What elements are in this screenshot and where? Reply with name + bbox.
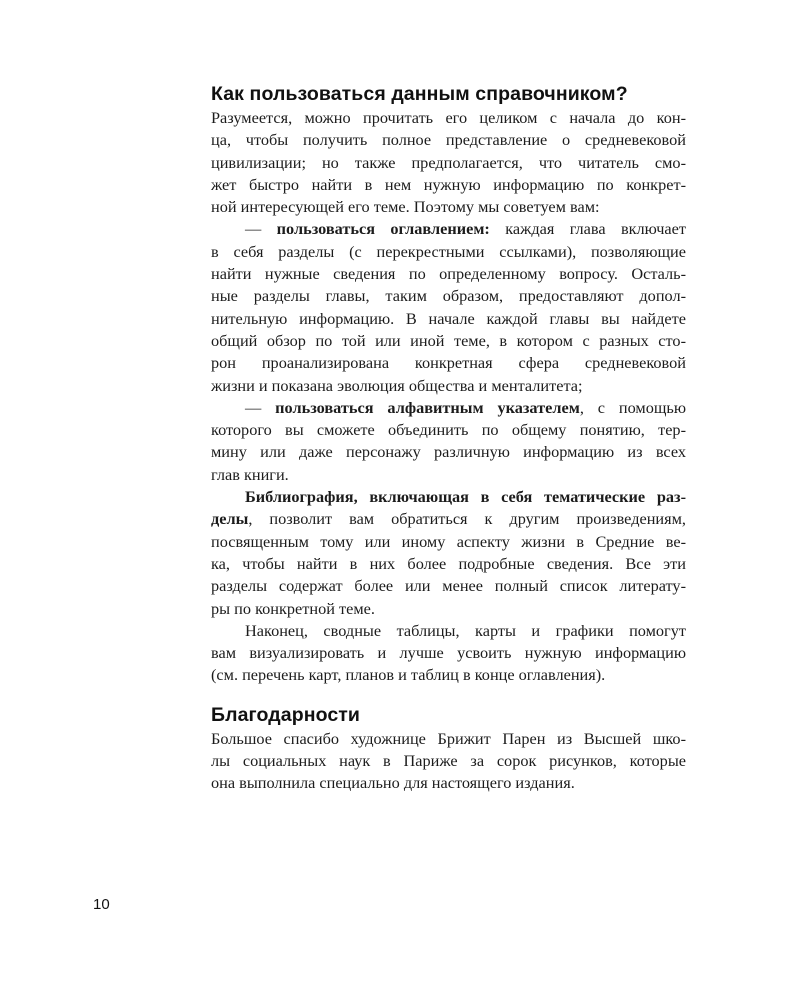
- text-run: каждая глава включает: [489, 219, 686, 239]
- section-heading-how-to-use: Как пользоваться данным справочником?: [211, 83, 628, 105]
- intro-paragraph: [211, 107, 686, 218]
- bold-term-bibliography-end: делы: [211, 509, 249, 529]
- section-heading-acknowledgements: Благодарности: [211, 703, 361, 726]
- text-line: найти нужные сведения по определенному вопросу. Осталь-: [211, 264, 686, 284]
- text-line: в себя разделы (с перекрестными ссылками), позволяющие: [211, 241, 686, 261]
- text-line: рон проанализирована конкретная сфера средневековой: [211, 353, 686, 373]
- text-line: Разумеется, можно прочитать его целиком с начала до кон-: [211, 108, 686, 127]
- text-line: [211, 486, 686, 508]
- text-line: глав книги.: [211, 464, 289, 484]
- text-line: которого вы сможете объединить по общему понятию, тер-: [211, 420, 686, 440]
- text-line: посвященным тому или иному аспекту жизни в Средние ве-: [211, 531, 686, 551]
- text-line: [211, 218, 686, 240]
- text-line: ца, чтобы получить полное представление о средневековой: [211, 130, 686, 150]
- text-line: ка, чтобы найти в них более подробные сведения. Все эти: [211, 553, 686, 573]
- acknowledgements-paragraph: [211, 728, 686, 795]
- text-line: Наконец, сводные таблицы, карты и графики помогут: [245, 620, 686, 640]
- bold-term-bibliography: Библиография, включающая в себя тематические раз-: [245, 487, 686, 507]
- bold-term-index: пользоваться алфавитным указателем: [275, 397, 580, 417]
- text-line: общий обзор по той или иной теме, в котором с разных сто-: [211, 330, 686, 350]
- dash-lead: —: [245, 219, 277, 239]
- text-column: [211, 82, 686, 795]
- text-line: жет быстро найти в нем нужную информацию по конкрет-: [211, 174, 686, 194]
- text-line: цивилизации; но также предполагается, что читатель смо-: [211, 152, 686, 172]
- text-line: Большое спасибо художнице Брижит Парен из Высшей шко-: [211, 728, 686, 748]
- tables-maps-paragraph: [211, 620, 686, 687]
- dash-lead: —: [245, 397, 276, 417]
- index-paragraph: [211, 397, 686, 486]
- text-line: [211, 508, 686, 530]
- text-line: (см. перечень карт, планов и таблиц в конце оглавления).: [211, 665, 606, 685]
- text-line: ры по конкретной теме.: [211, 598, 375, 618]
- text-line: лы социальных наук в Париже за сорок рисунков, которые: [211, 751, 686, 771]
- text-line: ные разделы главы, таким образом, предоставляют допол-: [211, 286, 686, 306]
- page-number: 10: [93, 896, 110, 913]
- table-of-contents-paragraph: [211, 218, 686, 396]
- text-line: она выполнила специально для настоящего издания.: [211, 773, 575, 793]
- text-line: ной интересующей его теме. Поэтому мы советуем вам:: [211, 197, 600, 217]
- bold-term-contents: пользоваться оглавлением:: [276, 219, 490, 239]
- text-run: , позволит вам обратиться к другим произведениям,: [248, 509, 686, 529]
- bibliography-paragraph: [211, 486, 686, 620]
- text-line: [211, 397, 686, 419]
- text-line: вам визуализировать и лучше усвоить нужную информацию: [211, 643, 686, 663]
- text-run: , с помощью: [579, 397, 686, 417]
- text-line: мину или даже персонажу различную информацию из всех: [211, 442, 686, 462]
- text-line: жизни и показана эволюция общества и менталитета;: [211, 375, 583, 395]
- text-line: нительную информацию. В начале каждой главы вы найдете: [211, 308, 686, 328]
- text-line: разделы содержат более или менее полный список литерату-: [211, 576, 686, 596]
